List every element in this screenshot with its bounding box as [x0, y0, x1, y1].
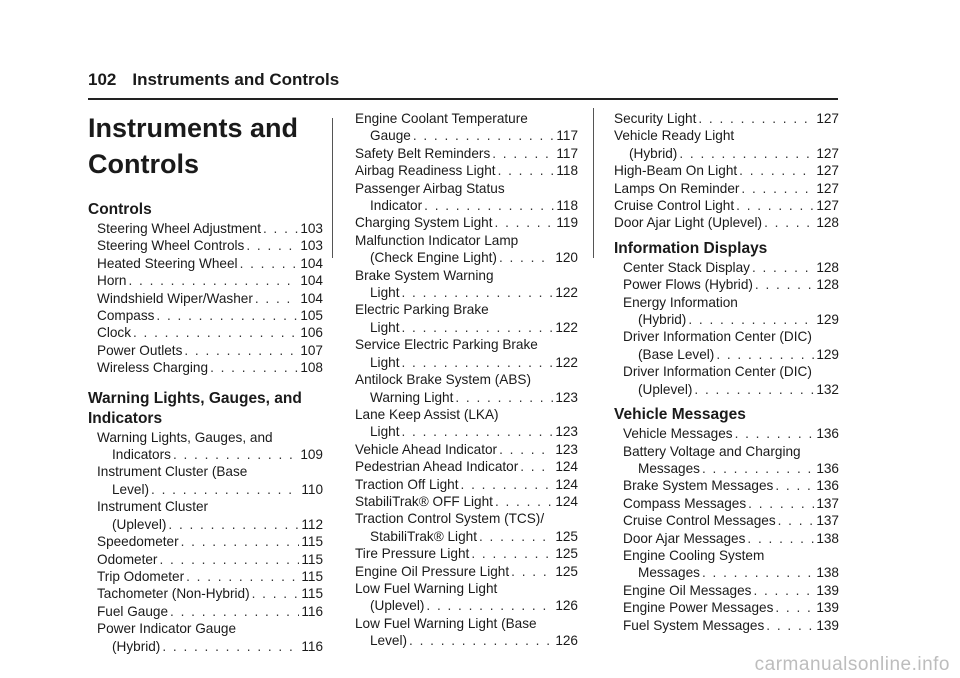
- toc-entry-title: (Uplevel): [370, 598, 425, 614]
- toc-entry-title: Vehicle Messages: [623, 426, 733, 442]
- dot-leader: [162, 638, 299, 655]
- section-heading-messages: Vehicle Messages: [614, 406, 746, 424]
- dot-leader: [133, 324, 298, 341]
- dot-leader: [753, 582, 814, 599]
- toc-entry-page: 103: [300, 238, 323, 254]
- toc-entry-page: 125: [555, 563, 578, 579]
- dot-leader: [168, 516, 299, 533]
- toc-entry-page: 139: [816, 600, 839, 616]
- dot-leader: [736, 197, 814, 214]
- dot-leader: [159, 551, 299, 568]
- toc-entry: [88, 498, 323, 533]
- toc-entry-page: 118: [556, 198, 578, 214]
- toc-entry-title: Indicators: [112, 447, 171, 463]
- toc-entry-page: 115: [301, 551, 323, 567]
- toc-entry: [614, 180, 839, 197]
- toc-entry-title: Windshield Wiper/Washer: [97, 290, 253, 306]
- toc-entry-page: 139: [816, 617, 839, 633]
- dot-leader: [495, 214, 555, 231]
- toc-entry-title: Electric Parking Brake: [355, 302, 489, 318]
- toc-entry-title: Horn: [97, 273, 127, 289]
- dot-leader: [748, 495, 814, 512]
- toc-entry-page: 115: [301, 534, 323, 550]
- toc-entry: [88, 585, 323, 602]
- toc-entry-title: Brake System Messages: [623, 478, 774, 494]
- toc-entry: [355, 441, 578, 458]
- dot-leader: [424, 197, 554, 214]
- toc-entry-title: Instrument Cluster (Base: [97, 464, 248, 480]
- toc-entry-title: Engine Cooling System: [623, 547, 765, 563]
- toc-entry-page: 139: [816, 582, 839, 598]
- toc-entry-page: 122: [555, 354, 578, 370]
- controls-entries: [88, 220, 323, 377]
- toc-entry: [355, 214, 578, 231]
- dot-leader: [401, 319, 553, 336]
- toc-entry: [88, 603, 323, 620]
- toc-entry-page: 104: [300, 273, 323, 289]
- toc-entry-title: Gauge: [370, 128, 411, 144]
- toc-entry-page: 104: [300, 255, 323, 271]
- dot-leader: [246, 237, 298, 254]
- toc-entry-title: Light: [370, 285, 400, 301]
- toc-entry-page: 118: [556, 163, 578, 179]
- toc-entry-title: Traction Control System (TCS)/: [355, 511, 545, 527]
- toc-entry: [614, 599, 839, 616]
- toc-entry-page: 125: [555, 546, 578, 562]
- toc-entry: [614, 110, 839, 127]
- toc-entry-title: Safety Belt Reminders: [355, 145, 491, 161]
- toc-entry-page: 127: [816, 198, 839, 214]
- toc-entry-title: Lamps On Reminder: [614, 180, 740, 196]
- toc-entry: [355, 371, 578, 406]
- toc-entry: [88, 620, 323, 655]
- toc-entry: [355, 162, 578, 179]
- warning-entries-col1: [88, 429, 323, 655]
- toc-entry: [88, 272, 323, 289]
- toc-entry-page: 129: [816, 312, 839, 328]
- dot-leader: [688, 311, 814, 328]
- toc-entry-title: Instrument Cluster: [97, 499, 209, 515]
- toc-entry: [355, 145, 578, 162]
- toc-entry-page: 122: [555, 319, 578, 335]
- section-heading-info: Information Displays: [614, 239, 768, 257]
- toc-entry-title: Light: [370, 354, 400, 370]
- toc-entry-title: Driver Information Center (DIC): [623, 329, 812, 345]
- dot-leader: [778, 512, 815, 529]
- toc-entry: [88, 359, 323, 376]
- toc-entry-title: Light: [370, 319, 400, 335]
- toc-entry: [355, 267, 578, 302]
- dot-leader: [775, 599, 814, 616]
- toc-entry-page: 103: [300, 221, 323, 236]
- dot-leader: [173, 446, 298, 463]
- toc-entry-title: Pedestrian Ahead Indicator: [355, 459, 519, 475]
- toc-entry-title: Odometer: [97, 551, 158, 567]
- toc-entry-title: Fuel Gauge: [97, 603, 169, 619]
- messages-entries: [614, 425, 839, 634]
- toc-entry: [88, 290, 323, 307]
- toc-entry: [614, 259, 839, 276]
- dot-leader: [775, 477, 814, 494]
- dot-leader: [495, 493, 553, 510]
- toc-entry-title: Low Fuel Warning Light: [355, 580, 498, 596]
- dot-leader: [128, 272, 298, 289]
- toc-entry-title: Indicator: [370, 198, 423, 214]
- toc-entry-title: Malfunction Indicator Lamp: [355, 232, 519, 248]
- toc-entry-title: Trip Odometer: [97, 568, 185, 584]
- toc-entry: [614, 582, 839, 599]
- toc-entry-title: Level): [370, 633, 408, 649]
- toc-entry-page: 138: [816, 565, 839, 581]
- warning-entries-col2: [355, 110, 578, 650]
- toc-entry-title: Door Ajar Light (Uplevel): [614, 215, 763, 231]
- column-divider-right: [593, 108, 594, 258]
- dot-leader: [766, 617, 814, 634]
- toc-entry-page: 109: [300, 447, 323, 463]
- toc-entry-title: Warning Lights, Gauges, and: [97, 429, 273, 445]
- toc-entry-title: Compass Messages: [623, 495, 747, 511]
- dot-leader: [210, 359, 298, 376]
- dot-leader: [181, 533, 300, 550]
- toc-entry-title: Energy Information: [623, 294, 738, 310]
- toc-entry: [88, 342, 323, 359]
- dot-leader: [401, 423, 553, 440]
- dot-leader: [698, 110, 814, 127]
- toc-entry-title: (Hybrid): [629, 145, 678, 161]
- toc-entry: [355, 458, 578, 475]
- page-number: 102: [88, 70, 117, 89]
- section-heading-controls: Controls: [88, 201, 152, 218]
- dot-leader: [511, 563, 553, 580]
- toc-entry-title: (Hybrid): [112, 638, 161, 654]
- dot-leader: [401, 284, 553, 301]
- toc-entry: [355, 336, 578, 371]
- toc-entry: [614, 162, 839, 179]
- toc-entry-title: (Uplevel): [112, 516, 167, 532]
- toc-entry-page: 127: [816, 180, 839, 196]
- toc-entry-page: 132: [816, 381, 839, 397]
- toc-entry-title: Engine Oil Pressure Light: [355, 563, 510, 579]
- dot-leader: [255, 290, 298, 307]
- toc-entry-title: Battery Voltage and Charging: [623, 443, 801, 459]
- dot-leader: [498, 162, 555, 179]
- dot-leader: [455, 389, 553, 406]
- toc-entry-page: 123: [555, 389, 578, 405]
- toc-entry-page: 136: [816, 426, 839, 442]
- toc-column-1: [88, 110, 323, 655]
- toc-entry-title: Center Stack Display: [623, 259, 750, 275]
- toc-entry-page: 117: [556, 145, 578, 161]
- toc-entry-page: 122: [555, 285, 578, 301]
- dot-leader: [156, 307, 298, 324]
- toc-entry: [355, 476, 578, 493]
- toc-entry: [355, 110, 578, 145]
- dot-leader: [520, 458, 553, 475]
- dot-leader: [240, 255, 299, 272]
- toc-entry-title: Clock: [97, 325, 131, 341]
- column-divider-left: [332, 118, 333, 258]
- header-title: Instruments and Controls: [132, 70, 340, 89]
- toc-entry-page: 115: [301, 586, 323, 602]
- dot-leader: [755, 276, 814, 293]
- toc-entry-title: Fuel System Messages: [623, 617, 765, 633]
- toc-entry: [614, 294, 839, 329]
- toc-entry-title: Power Indicator Gauge: [97, 621, 237, 637]
- toc-entry: [355, 510, 578, 545]
- dot-leader: [499, 249, 553, 266]
- toc-entry-title: Antilock Brake System (ABS): [355, 372, 532, 388]
- dot-leader: [764, 214, 814, 231]
- dot-leader: [252, 585, 300, 602]
- toc-entry-title: High-Beam On Light: [614, 163, 738, 179]
- toc-entry: [614, 363, 839, 398]
- toc-entry-page: 116: [301, 638, 323, 654]
- toc-entry-page: 116: [301, 603, 323, 619]
- toc-entry-page: 124: [555, 493, 578, 509]
- toc-entry-title: (Uplevel): [638, 381, 693, 397]
- dot-leader: [409, 632, 553, 649]
- toc-entry-page: 137: [816, 495, 839, 511]
- toc-entry-page: 104: [300, 290, 323, 306]
- toc-entry-page: 125: [555, 528, 578, 544]
- toc-entry-title: Service Electric Parking Brake: [355, 337, 538, 353]
- toc-entry-page: 136: [816, 460, 839, 476]
- dot-leader: [492, 145, 554, 162]
- toc-entry-title: Engine Power Messages: [623, 600, 774, 616]
- toc-entry-title: Compass: [97, 308, 155, 324]
- dot-leader: [694, 381, 814, 398]
- toc-entry-title: Wireless Charging: [97, 360, 209, 376]
- toc-entry: [614, 547, 839, 582]
- toc-entry-page: 127: [816, 145, 839, 161]
- toc-entry-title: Vehicle Ready Light: [614, 128, 735, 144]
- toc-entry-page: 127: [816, 163, 839, 179]
- toc-entry: [88, 463, 323, 498]
- toc-entry-title: StabiliTrak® Light: [370, 528, 477, 544]
- running-header: [88, 70, 339, 90]
- toc-entry-title: Messages: [638, 565, 700, 581]
- toc-entry-title: Driver Information Center (DIC): [623, 364, 812, 380]
- toc-entry-page: 115: [301, 568, 323, 584]
- toc-entry-page: 124: [555, 459, 578, 475]
- toc-entry: [614, 214, 839, 231]
- toc-entry-title: Cruise Control Messages: [623, 513, 776, 529]
- toc-entry-page: 108: [300, 360, 323, 376]
- dot-leader: [739, 162, 814, 179]
- toc-entry-title: Lane Keep Assist (LKA): [355, 406, 499, 422]
- toc-entry-page: 128: [816, 277, 839, 293]
- dot-leader: [426, 597, 553, 614]
- toc-entry-title: Brake System Warning: [355, 267, 494, 283]
- toc-entry-page: 138: [816, 530, 839, 546]
- toc-entry-title: Speedometer: [97, 534, 179, 550]
- toc-entry-page: 110: [301, 481, 323, 497]
- toc-entry-title: Light: [370, 424, 400, 440]
- toc-entry-title: Steering Wheel Controls: [97, 238, 245, 254]
- toc-entry: [614, 617, 839, 634]
- dot-leader: [186, 568, 299, 585]
- toc-entry-title: Heated Steering Wheel: [97, 255, 238, 271]
- toc-entry-title: Steering Wheel Adjustment: [97, 221, 261, 236]
- dot-leader: [263, 220, 298, 237]
- toc-entry-title: Engine Coolant Temperature: [355, 111, 528, 126]
- dot-leader: [184, 342, 298, 359]
- toc-entry-page: 120: [555, 250, 578, 266]
- toc-entry: [614, 276, 839, 293]
- dot-leader: [702, 564, 814, 581]
- toc-entry: [355, 493, 578, 510]
- toc-entry-title: Passenger Airbag Status: [355, 180, 505, 196]
- toc-entry: [88, 324, 323, 341]
- toc-entry: [88, 307, 323, 324]
- header-rule: [88, 98, 838, 100]
- toc-entry: [88, 429, 323, 464]
- toc-entry-page: 128: [816, 259, 839, 275]
- dot-leader: [479, 528, 553, 545]
- toc-entry-page: 117: [556, 128, 578, 144]
- toc-entry-title: Tire Pressure Light: [355, 546, 470, 562]
- toc-entry-title: Low Fuel Warning Light (Base: [355, 615, 537, 631]
- toc-entry-title: Door Ajar Messages: [623, 530, 746, 546]
- toc-entry: [355, 180, 578, 215]
- toc-entry-title: Messages: [638, 460, 700, 476]
- dot-leader: [716, 346, 814, 363]
- toc-entry: [88, 533, 323, 550]
- toc-entry-title: Level): [112, 481, 150, 497]
- toc-entry: [614, 495, 839, 512]
- toc-entry-title: Power Outlets: [97, 342, 183, 358]
- warning-entries-col3: [614, 110, 839, 232]
- toc-entry: [355, 301, 578, 336]
- toc-entry-title: Cruise Control Light: [614, 198, 735, 214]
- toc-entry: [355, 615, 578, 650]
- toc-entry-page: 124: [555, 476, 578, 492]
- toc-entry-page: 107: [300, 342, 323, 358]
- toc-entry-page: 127: [816, 111, 839, 126]
- toc-column-2: [355, 110, 578, 650]
- toc-entry: [614, 512, 839, 529]
- chapter-title: Instruments and Controls: [88, 113, 299, 179]
- toc-entry-title: Traction Off Light: [355, 476, 459, 492]
- toc-entry-title: (Base Level): [638, 346, 715, 362]
- dot-leader: [747, 530, 814, 547]
- toc-entry: [614, 477, 839, 494]
- toc-entry-page: 123: [555, 441, 578, 457]
- dot-leader: [702, 460, 814, 477]
- toc-entry: [614, 443, 839, 478]
- dot-leader: [413, 127, 555, 144]
- toc-entry-title: Tachometer (Non-Hybrid): [97, 586, 250, 602]
- dot-leader: [752, 259, 814, 276]
- toc-entry: [614, 328, 839, 363]
- dot-leader: [679, 145, 814, 162]
- toc-entry-title: Engine Oil Messages: [623, 582, 752, 598]
- toc-entry: [88, 220, 323, 237]
- toc-entry: [88, 568, 323, 585]
- toc-entry-page: 126: [555, 633, 578, 649]
- toc-entry-page: 137: [816, 513, 839, 529]
- toc-entry: [88, 551, 323, 568]
- toc-entry: [614, 127, 839, 162]
- toc-column-3: [614, 110, 839, 634]
- dot-leader: [461, 476, 554, 493]
- section-heading-warning: Warning Lights, Gauges, and Indicators: [88, 389, 302, 427]
- info-entries: [614, 259, 839, 398]
- dot-leader: [741, 180, 814, 197]
- toc-entry: [88, 255, 323, 272]
- toc-entry-page: 119: [556, 215, 578, 231]
- toc-entry: [88, 237, 323, 254]
- toc-entry-page: 126: [555, 598, 578, 614]
- dot-leader: [471, 545, 553, 562]
- toc-entry: [355, 406, 578, 441]
- toc-entry-title: (Hybrid): [638, 312, 687, 328]
- toc-entry-page: 105: [300, 308, 323, 324]
- toc-entry: [355, 232, 578, 267]
- watermark: carmanualsonline.info: [754, 654, 950, 675]
- toc-entry: [355, 563, 578, 580]
- toc-entry-title: (Check Engine Light): [370, 250, 497, 266]
- toc-entry-title: Vehicle Ahead Indicator: [355, 441, 498, 457]
- toc-entry: [355, 545, 578, 562]
- toc-entry-title: Power Flows (Hybrid): [623, 277, 753, 293]
- toc-entry-title: Warning Light: [370, 389, 454, 405]
- toc-entry-page: 123: [555, 424, 578, 440]
- toc-entry-title: Security Light: [614, 111, 697, 126]
- toc-entry-title: Charging System Light: [355, 215, 493, 231]
- toc-entry-title: Airbag Readiness Light: [355, 163, 496, 179]
- dot-leader: [401, 354, 553, 371]
- toc-entry: [614, 425, 839, 442]
- toc-entry: [614, 530, 839, 547]
- toc-entry-page: 128: [816, 215, 839, 231]
- toc-entry: [355, 580, 578, 615]
- dot-leader: [170, 603, 299, 620]
- toc-entry: [614, 197, 839, 214]
- toc-entry-title: StabiliTrak® OFF Light: [355, 493, 493, 509]
- toc-entry-page: 129: [816, 346, 839, 362]
- dot-leader: [151, 481, 299, 498]
- dot-leader: [499, 441, 553, 458]
- toc-entry-page: 112: [301, 516, 323, 532]
- toc-entry-page: 136: [816, 478, 839, 494]
- toc-entry-page: 106: [300, 325, 323, 341]
- dot-leader: [735, 425, 815, 442]
